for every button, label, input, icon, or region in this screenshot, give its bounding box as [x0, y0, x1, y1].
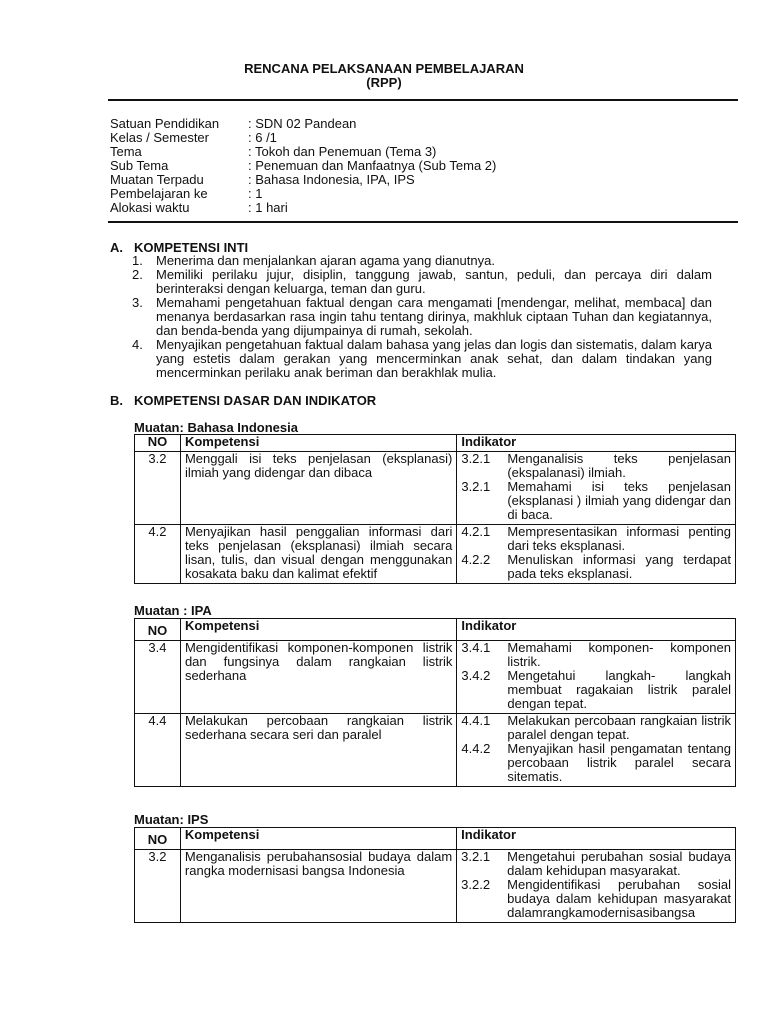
- indikator-text: Memahami komponen- komponen listrik.: [507, 640, 731, 669]
- column-header-kompetensi: Kompetensi: [180, 435, 456, 452]
- cell-kompetensi: Menganalisis perubahansosial budaya dalam rangka modernisasi bangsa Indonesia: [180, 850, 456, 923]
- indikator-code: 3.2.1: [461, 451, 491, 466]
- identity-row: [110, 145, 436, 159]
- indikator-code: 3.4.2: [461, 668, 491, 683]
- identity-label: Sub Tema: [110, 158, 169, 173]
- cell-indikator: [457, 714, 736, 787]
- list-item-text: Menyajikan pengetahuan faktual dalam bahasa yang jelas dan logis dan sistematis, dalam karya yang estetis dalam gerakan yang mencerminkan anak sehat, dan dalam tindakan yang mencerminkan perilaku anak beriman dan berakhlak mulia.: [156, 337, 712, 380]
- indikator-item: [461, 714, 731, 742]
- indikator-code: 3.2.1: [461, 849, 491, 864]
- section-letter: B.: [110, 393, 123, 408]
- indikator-code: 3.2.2: [461, 877, 491, 892]
- list-item-number: 1.: [132, 253, 143, 268]
- identity-label: Kelas / Semester: [110, 130, 209, 145]
- identity-row: [110, 173, 415, 187]
- column-header-kompetensi: Kompetensi: [180, 619, 456, 641]
- identity-value: : 6 /1: [248, 130, 277, 145]
- column-header-no: NO: [135, 619, 181, 641]
- table-header-row: [135, 619, 736, 641]
- list-item: [132, 296, 712, 338]
- indikator-item: [461, 553, 731, 581]
- indikator-text: Mempresentasikan informasi penting dari teks eksplanasi.: [507, 524, 731, 553]
- table-row: [135, 525, 736, 584]
- table-row: [135, 452, 736, 525]
- column-header-indikator: Indikator: [457, 619, 736, 641]
- section-b-heading: [110, 393, 376, 408]
- list-item-number: 3.: [132, 295, 143, 310]
- table-header-row: [135, 828, 736, 850]
- column-header-no: NO: [135, 828, 181, 850]
- identity-label: Satuan Pendidikan: [110, 116, 220, 131]
- list-item-number: 2.: [132, 267, 143, 282]
- indikator-item: [461, 669, 731, 711]
- cell-kompetensi: Mengidentifikasi komponen-komponen listrik dan fungsinya dalam rangkaian listrik sederhana: [180, 641, 456, 714]
- table-row: [135, 850, 736, 923]
- indikator-text: Menganalisis teks penjelasan (ekspalanasi) ilmiah.: [507, 451, 731, 480]
- cell-kompetensi: Melakukan percobaan rangkaian listrik sederhana secara seri dan paralel: [180, 714, 456, 787]
- list-item: [132, 268, 712, 296]
- cell-kompetensi: Menyajikan hasil penggalian informasi dari teks penjelasan (eksplanasi) ilmiah secara lisan, tulis, dan visual dengan menggunakan kosakata baku dan kalimat efektif: [180, 525, 456, 584]
- cell-no: 4.2: [135, 525, 181, 584]
- indikator-item: [461, 878, 731, 920]
- table-header-row: [135, 435, 736, 452]
- indikator-item: [461, 525, 731, 553]
- kd-table-ips: [134, 827, 736, 923]
- indikator-code: 4.4.1: [461, 713, 491, 728]
- document-title: RENCANA PELAKSANAAN PEMBELAJARAN: [244, 61, 524, 76]
- identity-label: Tema: [110, 144, 142, 159]
- identity-label: Alokasi waktu: [110, 200, 190, 215]
- cell-no: 3.2: [135, 452, 181, 525]
- identity-row: [110, 187, 262, 201]
- indikator-text: Memahami isi teks penjelasan (eksplanasi ) ilmiah yang didengar dan di baca.: [507, 479, 731, 522]
- indikator-text: Menyajikan hasil pengamatan tentang percobaan listrik paralel secara sitematis.: [507, 741, 731, 784]
- column-header-no: NO: [135, 435, 181, 452]
- indikator-text: Mengetahui langkah- langkah membuat ragakaian listrik paralel dengan tepat.: [507, 668, 731, 711]
- identity-row: [110, 117, 356, 131]
- kd-table-ipa: [134, 618, 736, 787]
- identity-value: : Tokoh dan Penemuan (Tema 3): [248, 144, 437, 159]
- identity-value: : 1: [248, 186, 263, 201]
- list-item-text: Memiliki perilaku jujur, disiplin, tanggung jawab, santun, peduli, dan percaya diri dalam berinteraksi dengan keluarga, teman dan guru.: [156, 267, 712, 296]
- indikator-code: 3.2.1: [461, 479, 491, 494]
- list-item-number: 4.: [132, 337, 143, 352]
- identity-value: : Bahasa Indonesia, IPA, IPS: [248, 172, 415, 187]
- table-row: [135, 641, 736, 714]
- identity-row: [110, 131, 277, 145]
- column-header-indikator: Indikator: [457, 435, 736, 452]
- muatan-heading: Muatan : IPA: [134, 603, 212, 618]
- kd-table-bahasa-indonesia: [134, 434, 736, 584]
- cell-indikator: [457, 525, 736, 584]
- identity-value: : 1 hari: [248, 200, 288, 215]
- column-header-indikator: Indikator: [457, 828, 736, 850]
- indikator-item: [461, 850, 731, 878]
- identity-row: [110, 159, 496, 173]
- table-row: [135, 714, 736, 787]
- document-subtitle: (RPP): [366, 75, 402, 90]
- indikator-code: 4.4.2: [461, 741, 491, 756]
- identity-value: : Penemuan dan Manfaatnya (Sub Tema 2): [248, 158, 497, 173]
- identity-label: Muatan Terpadu: [110, 172, 204, 187]
- column-header-kompetensi: Kompetensi: [180, 828, 456, 850]
- identity-divider: [108, 221, 738, 223]
- cell-no: 3.4: [135, 641, 181, 714]
- muatan-heading: Muatan: Bahasa Indonesia: [134, 420, 298, 435]
- list-item-text: Memahami pengetahuan faktual dengan cara mengamati [mendengar, melihat, membaca] dan menanya berdasarkan rasa ingin tahu tentang dirinya, makhluk ciptaan Tuhan dan kegiatannya, dan benda-benda yang dijumpainya di rumah, sekolah.: [156, 295, 712, 338]
- indikator-text: Mengidentifikasi perubahan sosial budaya dalam kehidupan masyarakat dalamrangkamodernisasibangsa: [507, 877, 731, 920]
- list-item-text: Menerima dan menjalankan ajaran agama yang dianutnya.: [156, 253, 495, 268]
- header-divider: [108, 99, 738, 101]
- indikator-item: [461, 452, 731, 480]
- indikator-code: 3.4.1: [461, 640, 491, 655]
- list-item: [132, 254, 712, 268]
- section-letter: A.: [110, 240, 123, 255]
- indikator-item: [461, 480, 731, 522]
- cell-no: 3.2: [135, 850, 181, 923]
- cell-indikator: [457, 452, 736, 525]
- indikator-item: [461, 641, 731, 669]
- cell-no: 4.4: [135, 714, 181, 787]
- identity-value: : SDN 02 Pandean: [248, 116, 357, 131]
- list-item: [132, 338, 712, 380]
- indikator-text: Melakukan percobaan rangkaian listrik paralel dengan tepat.: [507, 713, 731, 742]
- indikator-text: Mengetahui perubahan sosial budaya dalam kehidupan masyarakat.: [507, 849, 731, 878]
- indikator-text: Menuliskan informasi yang terdapat pada teks eksplanasi.: [507, 552, 731, 581]
- indikator-code: 4.2.1: [461, 524, 491, 539]
- indikator-code: 4.2.2: [461, 552, 491, 567]
- section-title: KOMPETENSI DASAR DAN INDIKATOR: [134, 393, 377, 408]
- identity-label: Pembelajaran ke: [110, 186, 208, 201]
- cell-indikator: [457, 641, 736, 714]
- identity-row: [110, 201, 288, 215]
- muatan-heading: Muatan: IPS: [134, 812, 209, 827]
- indikator-item: [461, 742, 731, 784]
- cell-kompetensi: Menggali isi teks penjelasan (eksplanasi) ilmiah yang didengar dan dibaca: [180, 452, 456, 525]
- cell-indikator: [457, 850, 736, 923]
- kompetensi-inti-list: [132, 254, 712, 380]
- section-title: KOMPETENSI INTI: [134, 240, 249, 255]
